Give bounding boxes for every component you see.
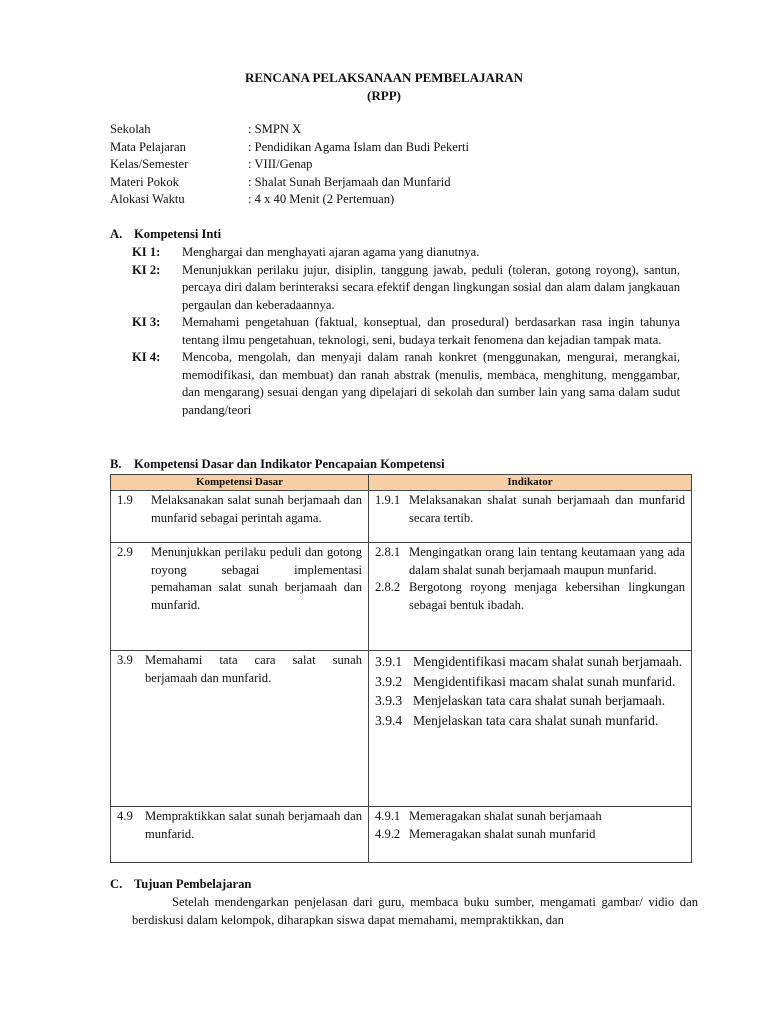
- kd-text: Mempraktikkan salat sunah berjamaah dan munfarid.: [145, 809, 362, 841]
- ki-item: [132, 349, 680, 419]
- indicator-cell: [369, 543, 692, 651]
- info-value: : Shalat Sunah Berjamaah dan Munfarid: [248, 174, 451, 189]
- kd-number: 2.9: [117, 545, 133, 559]
- info-row-school: [110, 121, 469, 139]
- info-row-topic: [110, 174, 469, 192]
- table-row: [111, 651, 692, 807]
- info-value: : 4 x 40 Menit (2 Pertemuan): [248, 192, 395, 206]
- ki-text: Mencoba, mengolah, dan menyaji dalam ranah konkret (menggunakan, mengurai, merangkai, memodifikasi, dan membuat) dan ranah abstrak (menulis, membaca, menghitung, menggambar, dan mengarang) sesuai dengan yang dipelajari di sekolah dan sumber lain yang sama dalam sudut pandang/teori: [182, 350, 680, 417]
- document-title: RENCANA PELAKSANAAN PEMBELAJARAN: [244, 70, 524, 85]
- section-b-heading: [110, 456, 445, 474]
- ki-text: Memahami pengetahuan (faktual, konseptual, dan prosedural) berdasarkan rasa ingin tahunya tentang ilmu pengetahuan, teknologi, seni, budaya terkait fenomena dan kejadian tampak mata.: [182, 315, 680, 347]
- kd-cell: [111, 651, 369, 807]
- ki-text: Menghargai dan menghayati ajaran agama yang dianutnya.: [182, 245, 480, 259]
- indicator-number: 2.8.2: [375, 580, 401, 594]
- kd-text: Memahami tata cara salat sunah berjamaah dan munfarid.: [145, 653, 362, 685]
- info-row-class: [110, 156, 469, 174]
- indicator-text: Menjelaskan tata cara shalat sunah munfarid.: [413, 712, 659, 728]
- indicator-text: Menjelaskan tata cara shalat sunah berjamaah.: [413, 693, 666, 708]
- kd-cell: [111, 491, 369, 543]
- table-header-row: [111, 475, 692, 491]
- info-value: : VIII/Genap: [248, 157, 313, 171]
- table-row: [111, 807, 692, 863]
- learning-objective-text: Setelah mendengarkan penjelasan dari guru, membaca buku sumber, mengamati gambar/ vidio dan berdiskusi dalam kelompok, diharapkan siswa dapat memahami, mempraktikkan, dan: [132, 895, 698, 927]
- table-row: [111, 543, 692, 651]
- kd-text: Menunjukkan perilaku peduli dan gotong royong sebagai implementasi pemahaman salat sunah berjamaah dan munfarid.: [151, 545, 362, 612]
- info-value: : Pendidikan Agama Islam dan Budi Pekerti: [248, 139, 470, 154]
- competency-table: [110, 474, 692, 863]
- indicator-text: Memeragakan shalat sunah munfarid: [409, 826, 596, 841]
- indicator-number: 2.8.1: [375, 545, 401, 559]
- identity-block: [110, 121, 469, 209]
- indicator-number: 3.9.4: [375, 712, 403, 728]
- core-competency-list: [132, 244, 680, 419]
- section-title: Kompetensi Inti: [134, 227, 222, 241]
- column-header-indicator: Indikator: [369, 475, 692, 491]
- indicator-text: Mengidentifikasi macam shalat sunah munfarid.: [413, 673, 676, 689]
- indicator-number: 1.9.1: [375, 493, 401, 507]
- ki-label: KI 4:: [132, 350, 161, 364]
- info-label: Materi Pokok: [110, 174, 179, 189]
- section-a-heading: [110, 226, 221, 244]
- section-title: Tujuan Pembelajaran: [134, 877, 252, 891]
- ki-item: [132, 262, 680, 315]
- kd-number: 1.9: [117, 493, 133, 507]
- section-letter: A.: [110, 227, 123, 241]
- info-value: : SMPN X: [248, 122, 302, 136]
- ki-item: [132, 314, 680, 349]
- indicator-cell: [369, 491, 692, 543]
- ki-item: [132, 244, 680, 262]
- kd-number: 4.9: [117, 809, 133, 823]
- info-row-time: [110, 191, 469, 209]
- indicator-text: Bergotong royong menjaga kebersihan lingkungan sebagai bentuk ibadah.: [409, 580, 685, 612]
- kd-number: 3.9: [117, 653, 133, 667]
- column-header-kd: Kompetensi Dasar: [111, 475, 369, 491]
- info-label: Sekolah: [110, 122, 151, 136]
- kd-cell: [111, 807, 369, 863]
- indicator-number: 3.9.2: [375, 673, 403, 689]
- ki-label: KI 3:: [132, 315, 161, 329]
- ki-label: KI 2:: [132, 262, 161, 277]
- section-letter: B.: [110, 457, 122, 471]
- indicator-text: Mengidentifikasi macam shalat sunah berjamaah.: [413, 654, 683, 669]
- indicator-text: Memeragakan shalat sunah berjamaah: [409, 809, 602, 823]
- indicator-number: 4.9.1: [375, 809, 401, 823]
- table-row: [111, 491, 692, 543]
- kd-text: Melaksanakan salat sunah berjamaah dan munfarid sebagai perintah agama.: [151, 493, 362, 525]
- section-c-heading: [110, 876, 251, 894]
- indicator-number: 3.9.3: [375, 693, 403, 708]
- kd-cell: [111, 543, 369, 651]
- section-letter: C.: [110, 877, 123, 891]
- indicator-number: 3.9.1: [375, 654, 403, 669]
- section-title: Kompetensi Dasar dan Indikator Pencapaian Kompetensi: [134, 457, 445, 471]
- indicator-cell: [369, 651, 692, 807]
- info-label: Alokasi Waktu: [110, 192, 185, 206]
- ki-text: Menunjukkan perilaku jujur, disiplin, tanggung jawab, peduli (toleran, gotong royong), santun, percaya diri dalam berinteraksi secara efektif dengan lingkungan sosial dan alam dalam jangkauan pergaulan dan keberadaannya.: [182, 262, 680, 312]
- indicator-number: 4.9.2: [375, 826, 401, 841]
- ki-label: KI 1:: [132, 245, 161, 259]
- info-row-subject: [110, 139, 469, 157]
- document-subtitle: (RPP): [367, 88, 401, 103]
- indicator-cell: [369, 807, 692, 863]
- info-label: Kelas/Semester: [110, 157, 189, 171]
- indicator-text: Melaksanakan shalat sunah berjamaah dan munfarid secara tertib.: [409, 493, 685, 525]
- indicator-text: Mengingatkan orang lain tentang keutamaan yang ada dalam shalat sunah berjamaah maupun munfarid.: [409, 545, 685, 577]
- info-label: Mata Pelajaran: [110, 139, 186, 154]
